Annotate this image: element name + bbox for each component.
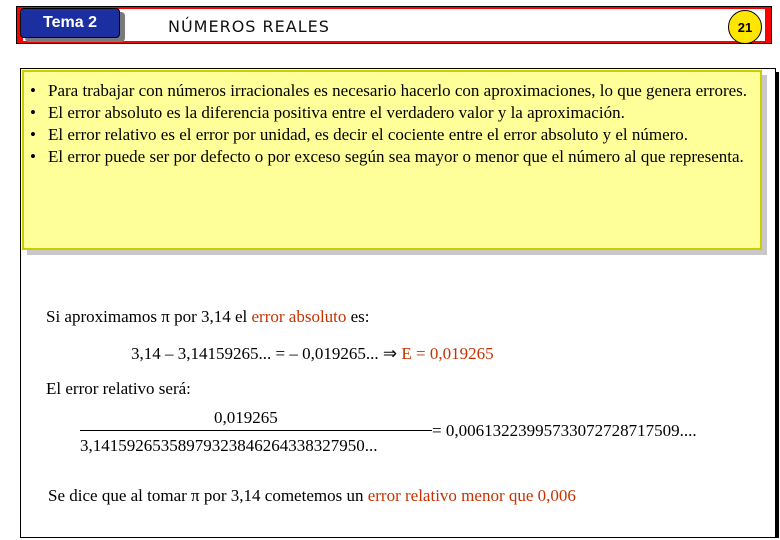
section-title: NÚMEROS REALES bbox=[168, 17, 330, 36]
fraction-denominator: 3,14159265358979323846264338327950... bbox=[80, 436, 378, 455]
header-inner bbox=[23, 9, 765, 41]
bullet-item: • El error puede ser por defecto o por exceso según sea mayor o menor que el número al que representa. bbox=[30, 146, 750, 168]
pi-symbol: π bbox=[191, 486, 200, 505]
bullet-item: • El error absoluto es la diferencia positiva entre el verdadero valor y la aproximación. bbox=[30, 102, 750, 124]
intro-prefix: Si aproximamos bbox=[46, 307, 157, 326]
bullet-item: • El error relativo es el error por unidad, es decir el cociente entre el error absoluto y el número. bbox=[30, 124, 750, 146]
relative-result: = 0,0061322399573307272871750​9.... bbox=[432, 421, 697, 440]
fraction-numerator: 0,019265 bbox=[214, 408, 278, 427]
conclusion-prefix: Se dice que al tomar bbox=[48, 486, 187, 505]
fraction-bar bbox=[80, 430, 432, 431]
summary-bullets bbox=[30, 80, 750, 168]
relative-intro: El error relativo será: bbox=[46, 379, 191, 398]
relative-error-conclusion: error relativo menor que 0,006 bbox=[367, 486, 576, 505]
absolute-result: E = 0,019265 bbox=[401, 344, 494, 363]
absolute-calc: 3,14 – 3,14159265... = – 0,019265... bbox=[131, 344, 379, 363]
implies-symbol: ⇒ bbox=[382, 344, 398, 363]
intro-middle: por 3,14 el bbox=[174, 307, 248, 326]
header-bar bbox=[16, 6, 772, 44]
topic-badge: Tema 2 bbox=[20, 8, 120, 38]
page-number: 21 bbox=[728, 10, 762, 44]
frame-shadow bbox=[776, 72, 779, 538]
absolute-error-line bbox=[131, 344, 494, 364]
example-intro bbox=[46, 307, 370, 327]
conclusion-line bbox=[48, 486, 576, 506]
conclusion-middle: por 3,14 cometemos un bbox=[203, 486, 364, 505]
pi-symbol: π bbox=[161, 307, 170, 326]
bullet-item: • Para trabajar con números irracionales es necesario hacerlo con aproximaciones, lo que genera errores. bbox=[30, 80, 750, 102]
absolute-error-term: error absoluto bbox=[251, 307, 347, 326]
intro-suffix: es: bbox=[350, 307, 370, 326]
